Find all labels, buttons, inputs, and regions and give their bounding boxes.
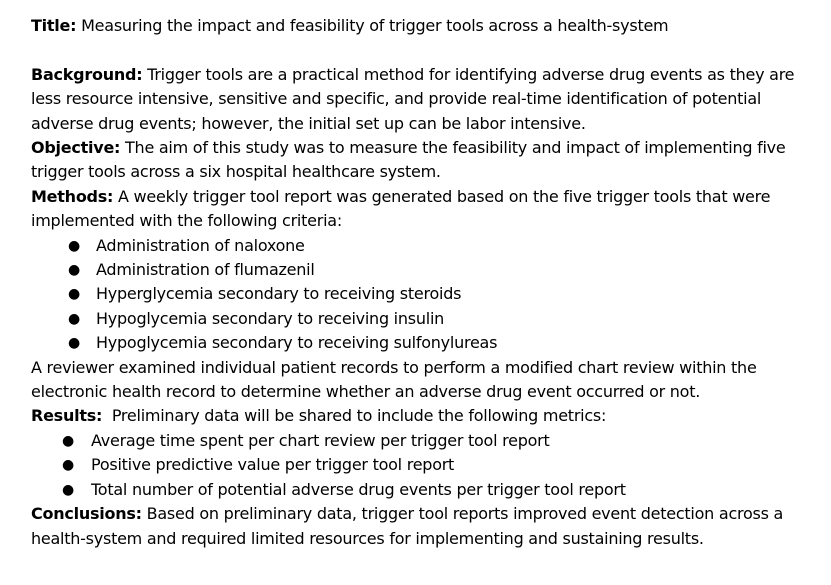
bullet-icon: ● (68, 335, 80, 352)
list-item (31, 429, 821, 453)
results-paragraph (31, 404, 821, 428)
title-text: Measuring the impact and feasibility of trigger tools across a health-system (76, 16, 669, 35)
bullet-icon: ● (68, 310, 80, 327)
bullet-icon: ● (68, 262, 80, 279)
objective-text: The aim of this study was to measure the feasibility and impact of implementing five trigger tools across a six hospital healthcare system. (31, 138, 786, 182)
list-item (31, 234, 821, 258)
methods-followup-paragraph: A reviewer examined individual patient records to perform a modified chart review within the electronic health record to determine whether an adverse drug event occurred or not. (31, 357, 757, 402)
abstract-document (31, 14, 821, 551)
bullet-icon: ● (62, 432, 74, 449)
list-item (31, 282, 821, 306)
title-paragraph (31, 14, 821, 38)
conclusions-text: Based on preliminary data, trigger tool reports improved event detection across a health-system and required limited resources for implementing and sustaining results. (31, 504, 784, 548)
criteria-item-text: Hyperglycemia secondary to receiving steroids (96, 284, 462, 304)
list-item (31, 307, 821, 331)
methods-paragraph (31, 185, 821, 234)
background-text: Trigger tools are a practical method for identifying adverse drug events as they are less resource intensive, sensitive and specific, and provide real-time identification of potential adverse drug events; however, the initial set up can be labor intensive. (31, 64, 795, 133)
conclusions-paragraph (31, 502, 821, 551)
list-item (31, 453, 821, 477)
background-paragraph (31, 63, 821, 136)
metric-item-text: Positive predictive value per trigger tool report (91, 455, 455, 475)
background-label: Background: (31, 64, 143, 84)
conclusions-label: Conclusions: (31, 504, 142, 524)
criteria-list (31, 234, 821, 356)
bullet-icon: ● (68, 237, 80, 254)
metrics-list (31, 429, 821, 502)
list-item (31, 478, 821, 502)
criteria-item-text: Administration of flumazenil (96, 260, 315, 280)
methods-text: A weekly trigger tool report was generated based on the five trigger tools that were implemented with the following criteria: (31, 186, 771, 231)
title-label: Title: (31, 16, 77, 35)
methods-label: Methods: (31, 186, 114, 206)
results-label: Results: (31, 406, 103, 426)
metric-item-text: Total number of potential adverse drug events per trigger tool report (91, 479, 626, 499)
results-text: Preliminary data will be shared to include the following metrics: (102, 406, 607, 426)
bullet-icon: ● (62, 457, 74, 474)
criteria-item-text: Hypoglycemia secondary to receiving sulfonylureas (96, 333, 498, 353)
list-item (31, 331, 821, 355)
bullet-icon: ● (62, 481, 74, 498)
objective-paragraph (31, 136, 821, 185)
bullet-icon: ● (68, 286, 80, 303)
blank-line (31, 38, 821, 62)
objective-label: Objective: (31, 138, 121, 158)
list-item (31, 258, 821, 282)
criteria-item-text: Hypoglycemia secondary to receiving insulin (96, 308, 445, 328)
metric-item-text: Average time spent per chart review per trigger tool report (91, 430, 550, 450)
criteria-item-text: Administration of naloxone (96, 235, 305, 255)
